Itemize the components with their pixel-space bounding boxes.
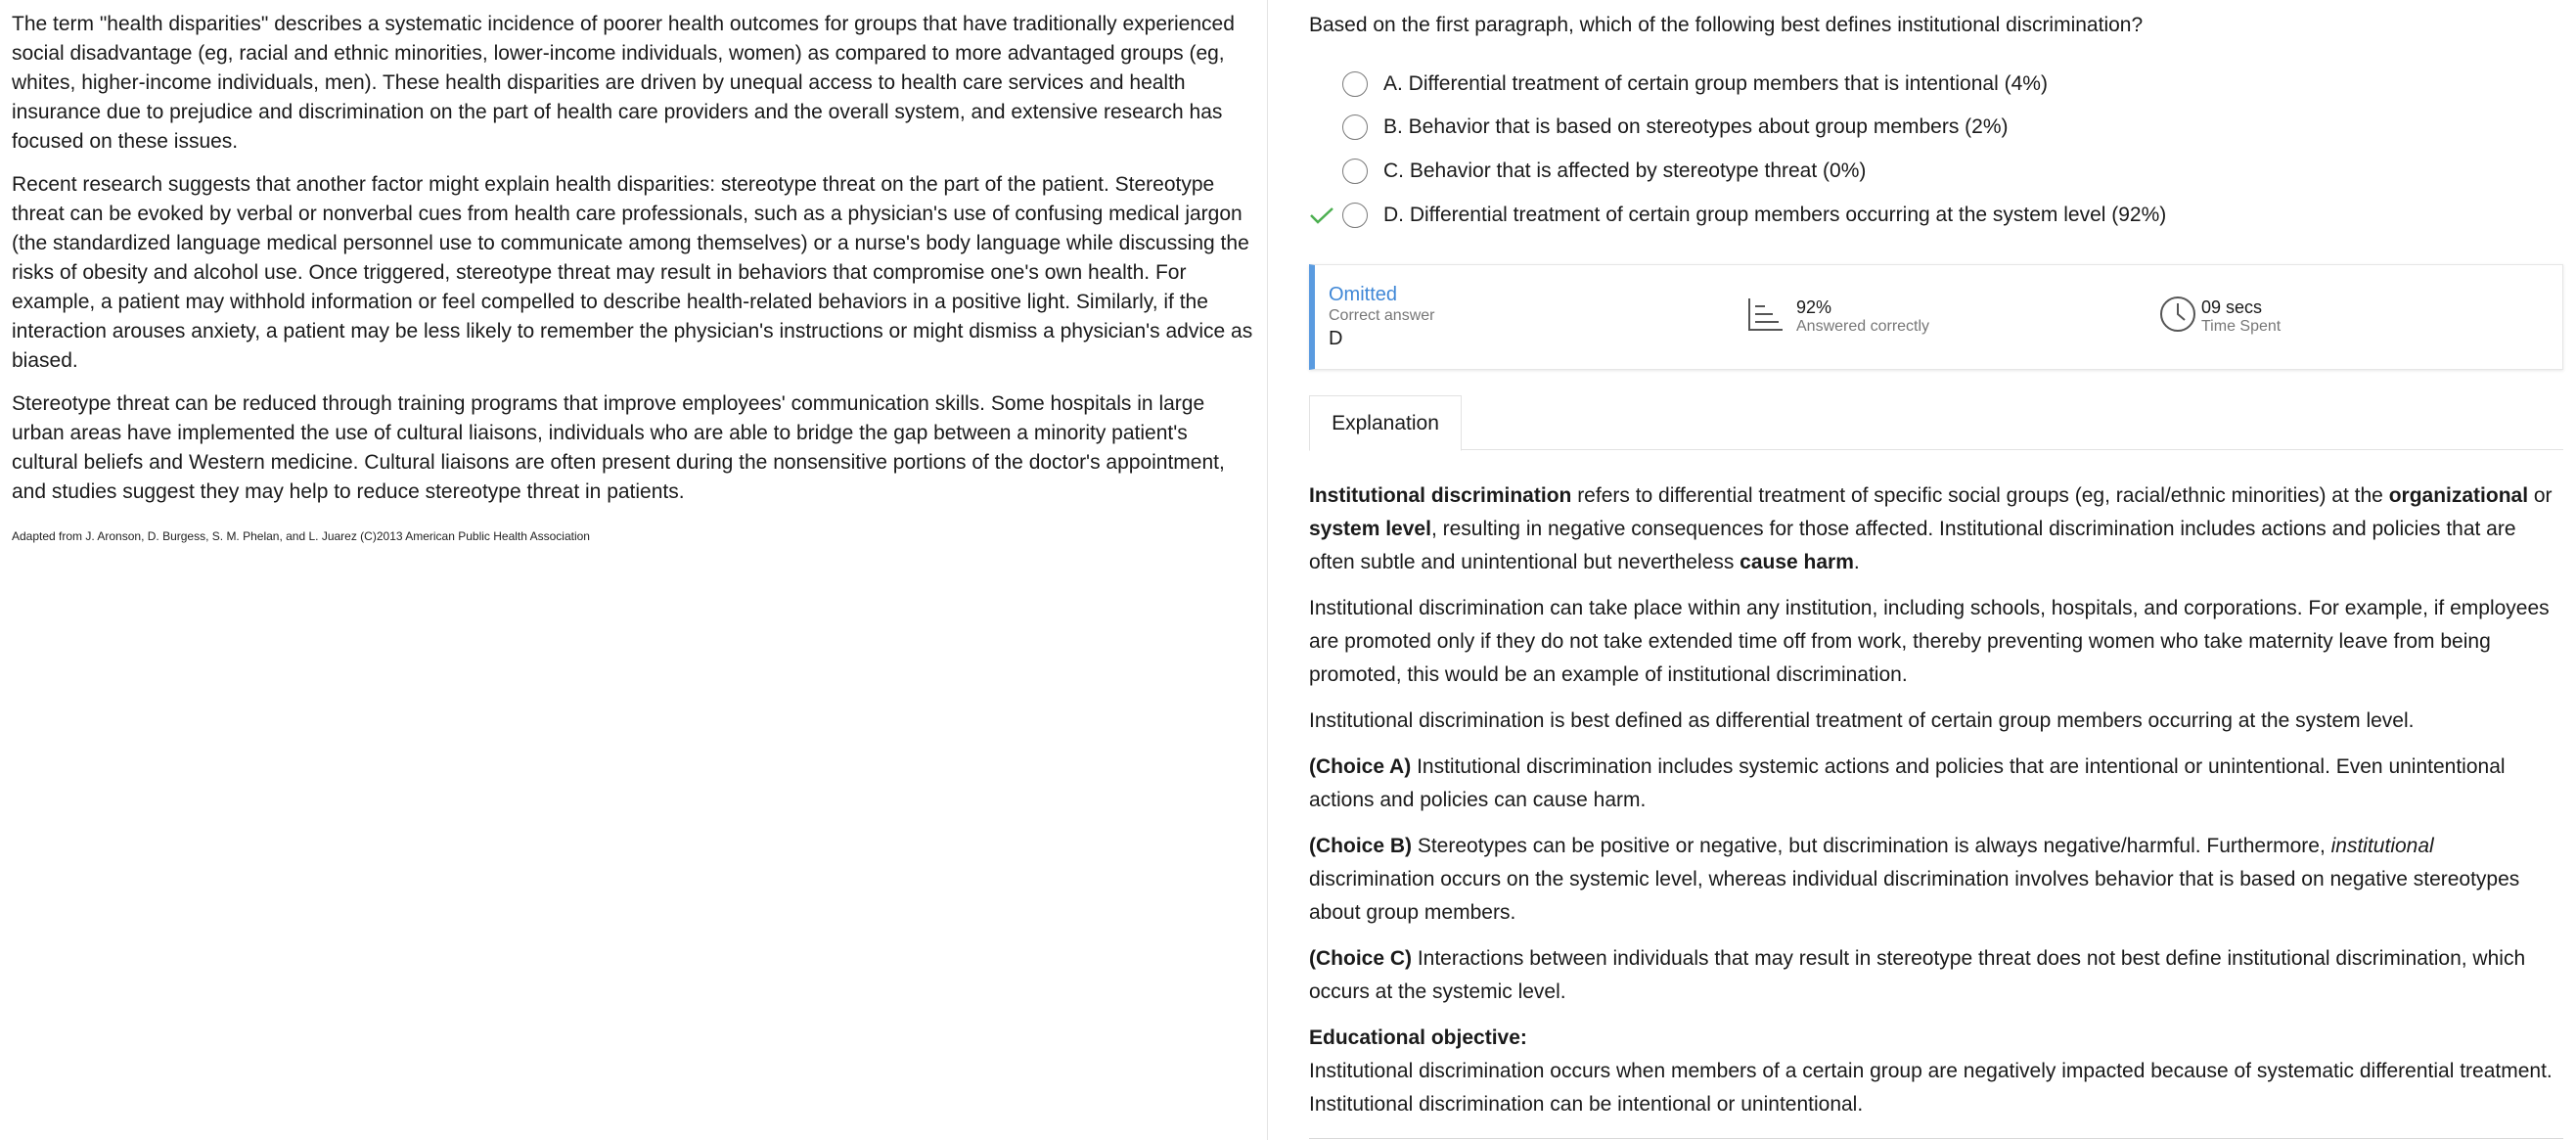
choice-a[interactable] (1309, 65, 2385, 104)
choice-c[interactable] (1309, 152, 2385, 191)
educational-objective-heading: Educational objective: (1309, 1026, 1527, 1049)
choice-c-mark-slot (1309, 152, 1342, 191)
checkmark-icon (1309, 196, 1342, 235)
explanation-choice-b (1309, 830, 2563, 930)
tab-explanation[interactable]: Explanation (1309, 395, 1462, 451)
percent-correct-label: Answered correctly (1796, 317, 1930, 335)
radio-a[interactable] (1342, 71, 1368, 97)
choice-b-explanation-2: discrimination occurs on the systemic level, whereas individual discrimination involves behavior that is based on negative stereotypes about group members. (1309, 868, 2520, 924)
explanation-paragraph-3: Institutional discrimination is best defined as differential treatment of certain group members occurring at the system level. (1309, 709, 2415, 732)
passage-paragraph-1: The term "health disparities" describes a systematic incidence of poorer health outcomes for groups that have traditionally experienced social disadvantage (eg, racial and ethnic minorities, lower-income individuals, women) as compared to more advantaged groups (eg, whites, higher-income individuals, men). These health disparities are driven by unequal access to health care services and health insurance due to prejudice and discrimination on the part of health care providers and the overall system, and extensive research has focused on these issues. (12, 13, 1235, 153)
ex-p1-text-1: refers to differential treatment of specific social groups (eg, racial/ethnic minorities) at the (1571, 484, 2389, 507)
choice-b-label: (Choice B) (1309, 835, 1412, 857)
choice-a-mark-slot (1309, 65, 1342, 104)
radio-d[interactable] (1342, 203, 1368, 228)
time-spent-value: 09 secs (2201, 296, 2263, 317)
radio-c[interactable] (1342, 159, 1368, 184)
choice-a-text: A. Differential treatment of certain group members that is intentional (4%) (1383, 72, 2048, 95)
choice-b[interactable] (1309, 108, 2385, 147)
term-cause-harm: cause harm (1740, 551, 1854, 573)
time-spent-stat (2158, 295, 2281, 339)
educational-objective-text: Institutional discrimination occurs when members of a certain group are negatively impacted because of systematic differential treatment. Institutional discrimination can be intentional or unintentional. (1309, 1060, 2553, 1116)
explanation-body (1309, 479, 2563, 1134)
explanation-choice-a (1309, 751, 2563, 817)
percent-correct-stat (1745, 295, 1929, 339)
answer-status (1329, 283, 1434, 351)
term-system-level: system level (1309, 518, 1431, 540)
bottom-divider (1309, 1138, 2563, 1139)
status-omitted: Omitted (1329, 284, 1398, 305)
term-institutional-discrimination: Institutional discrimination (1309, 484, 1572, 507)
ex-p1-text-4: . (1853, 551, 1860, 573)
percent-correct-value: 92% (1796, 296, 1832, 317)
tab-bar (1309, 395, 2563, 450)
ex-p1-text-2: or (2528, 484, 2553, 507)
choice-d[interactable] (1309, 196, 2385, 235)
term-organizational: organizational (2388, 484, 2529, 507)
explanation-paragraph-1 (1309, 479, 2563, 579)
passage-paragraph-2: Recent research suggests that another factor might explain health disparities: stereotype threat on the part of the patient. Stereotype threat can be evoked by verbal or nonverbal cues from health care professionals, such as a physician's use of confusing medical jargon (the standardized language medical personnel use to communicate among themselves) or a nurse's body language while discussing the risks of obesity and alcohol use. Once triggered, stereotype threat may result in behaviors that compromise one's own health. For example, a patient may withhold information or feel compelled to describe health-related behaviors in a positive light. Similarly, if the interaction arouses anxiety, a patient may be less likely to remember the physician's instructions or might dismiss a physician's advice as biased. (12, 173, 1253, 372)
choice-c-explanation: Interactions between individuals that may result in stereotype threat does not best define institutional discrimination, which occurs at the systemic level. (1309, 947, 2526, 1003)
passage-source: Adapted from J. Aronson, D. Burgess, S. M. Phelan, and L. Juarez (C)2013 American Public Health Association (12, 529, 590, 543)
question-stem: Based on the first paragraph, which of the following best defines institutional discrimination? (1309, 14, 2144, 36)
explanation-paragraph-2: Institutional discrimination can take place within any institution, including schools, hospitals, and corporations. For example, if employees are promoted only if they do not take extended time off from work, thereby preventing women who take maternity leave from being promoted, this would be an example of institutional discrimination. (1309, 597, 2550, 686)
choice-a-label: (Choice A) (1309, 755, 1412, 778)
choice-b-italic-term: institutional (2330, 835, 2434, 857)
radio-b[interactable] (1342, 114, 1368, 140)
correct-answer-value: D (1329, 328, 1343, 349)
choice-d-text: D. Differential treatment of certain group members occurring at the system level (92%) (1383, 204, 2167, 226)
time-spent-label: Time Spent (2201, 317, 2282, 335)
question-pane (1309, 0, 2563, 1140)
passage-paragraph-3: Stereotype threat can be reduced through training programs that improve employees' communication skills. Some hospitals in large urban areas have implemented the use of cultural liaisons, individuals who are able to bridge the gap between a minority patient's cultural beliefs and Western medicine. Cultural liaisons are often present during the nonsensitive portions of the doctor's appointment, and studies suggest they may help to reduce stereotype threat in patients. (12, 392, 1225, 503)
choice-a-explanation: Institutional discrimination includes systemic actions and policies that are intentional or unintentional. Even unintentional actions and policies can cause harm. (1309, 755, 2506, 811)
choice-b-explanation-1: Stereotypes can be positive or negative, but discrimination is always negative/harmful. Furthermore, (1412, 835, 2331, 857)
choice-c-text: C. Behavior that is affected by stereotype threat (0%) (1383, 160, 1867, 182)
explanation-choice-c (1309, 942, 2563, 1009)
passage-pane (0, 0, 1268, 1140)
correct-answer-label: Correct answer (1329, 307, 1435, 324)
choice-b-mark-slot (1309, 108, 1342, 147)
clock-icon (2158, 295, 2197, 339)
stats-card (1309, 264, 2563, 370)
choice-c-label: (Choice C) (1309, 947, 1412, 970)
choice-b-text: B. Behavior that is based on stereotypes about group members (2%) (1383, 115, 2009, 138)
bar-chart-icon (1745, 295, 1785, 339)
ex-p1-text-3: , resulting in negative consequences for those affected. Institutional discrimination includes actions and policies that are often subtle and unintentional but nevertheless (1309, 518, 2516, 573)
